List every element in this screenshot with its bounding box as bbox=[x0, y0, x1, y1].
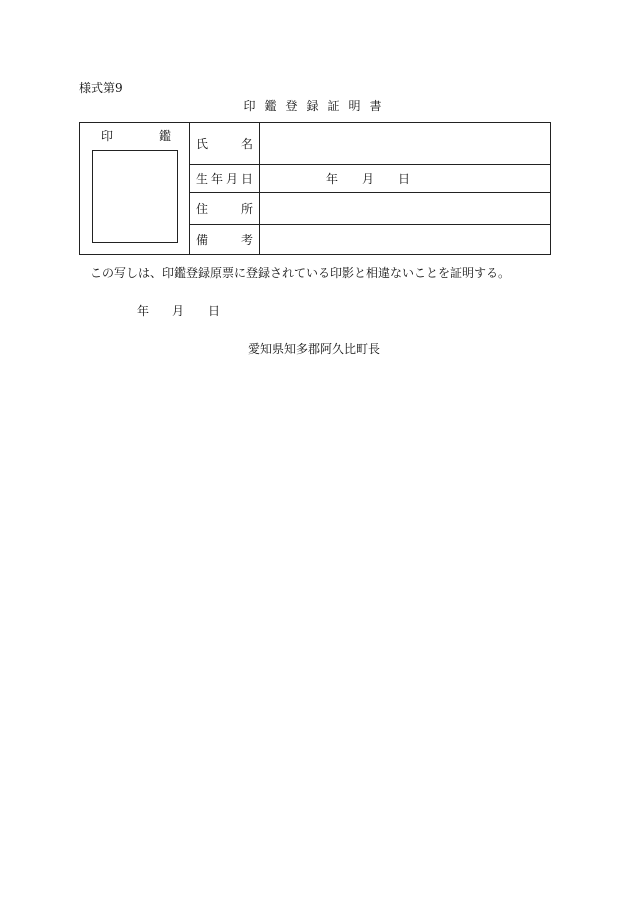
field-label-birthdate bbox=[196, 172, 253, 186]
issue-day-label: 日 bbox=[208, 304, 221, 318]
label-char: 月 bbox=[225, 171, 238, 186]
field-label-address bbox=[196, 202, 253, 216]
name-value bbox=[260, 123, 550, 164]
seal-label-char: 鑑 bbox=[159, 129, 172, 143]
birth-day-label: 日 bbox=[398, 171, 411, 186]
row-remarks bbox=[190, 225, 550, 254]
label-char: 生 bbox=[196, 171, 209, 186]
label-cell-address bbox=[190, 193, 260, 224]
seal-label-char: 印 bbox=[101, 129, 114, 143]
row-address bbox=[190, 193, 550, 225]
birth-month-label: 月 bbox=[362, 171, 375, 186]
label-cell-birthdate bbox=[190, 165, 260, 192]
remarks-value bbox=[260, 225, 550, 254]
form-number: 様式第9 bbox=[79, 81, 123, 95]
label-char: 名 bbox=[240, 136, 253, 151]
row-name bbox=[190, 123, 550, 165]
label-char: 氏 bbox=[196, 136, 209, 151]
field-label-name bbox=[196, 137, 253, 151]
birth-year-label: 年 bbox=[326, 171, 339, 186]
label-cell-remarks bbox=[190, 225, 260, 254]
document-title: 印鑑登録証明書 bbox=[243, 99, 391, 113]
issuer-name: 愛知県知多郡阿久比町長 bbox=[248, 342, 381, 356]
field-label-remarks bbox=[196, 233, 253, 247]
label-char: 日 bbox=[240, 171, 253, 186]
label-char: 年 bbox=[210, 171, 223, 186]
birthdate-value bbox=[260, 165, 550, 192]
registration-table bbox=[79, 122, 551, 255]
label-char: 考 bbox=[240, 232, 253, 247]
address-value bbox=[260, 193, 550, 224]
label-char: 備 bbox=[196, 232, 209, 247]
seal-column bbox=[80, 123, 190, 254]
certification-statement: この写しは、印鑑登録原票に登録されている印影と相違ないことを証明する。 bbox=[90, 266, 511, 280]
issue-year-label: 年 bbox=[137, 304, 150, 318]
row-birthdate bbox=[190, 165, 550, 193]
seal-impression-box bbox=[92, 150, 178, 243]
label-cell-name bbox=[190, 123, 260, 164]
label-char: 所 bbox=[240, 201, 253, 216]
issue-month-label: 月 bbox=[172, 304, 185, 318]
label-char: 住 bbox=[196, 201, 209, 216]
